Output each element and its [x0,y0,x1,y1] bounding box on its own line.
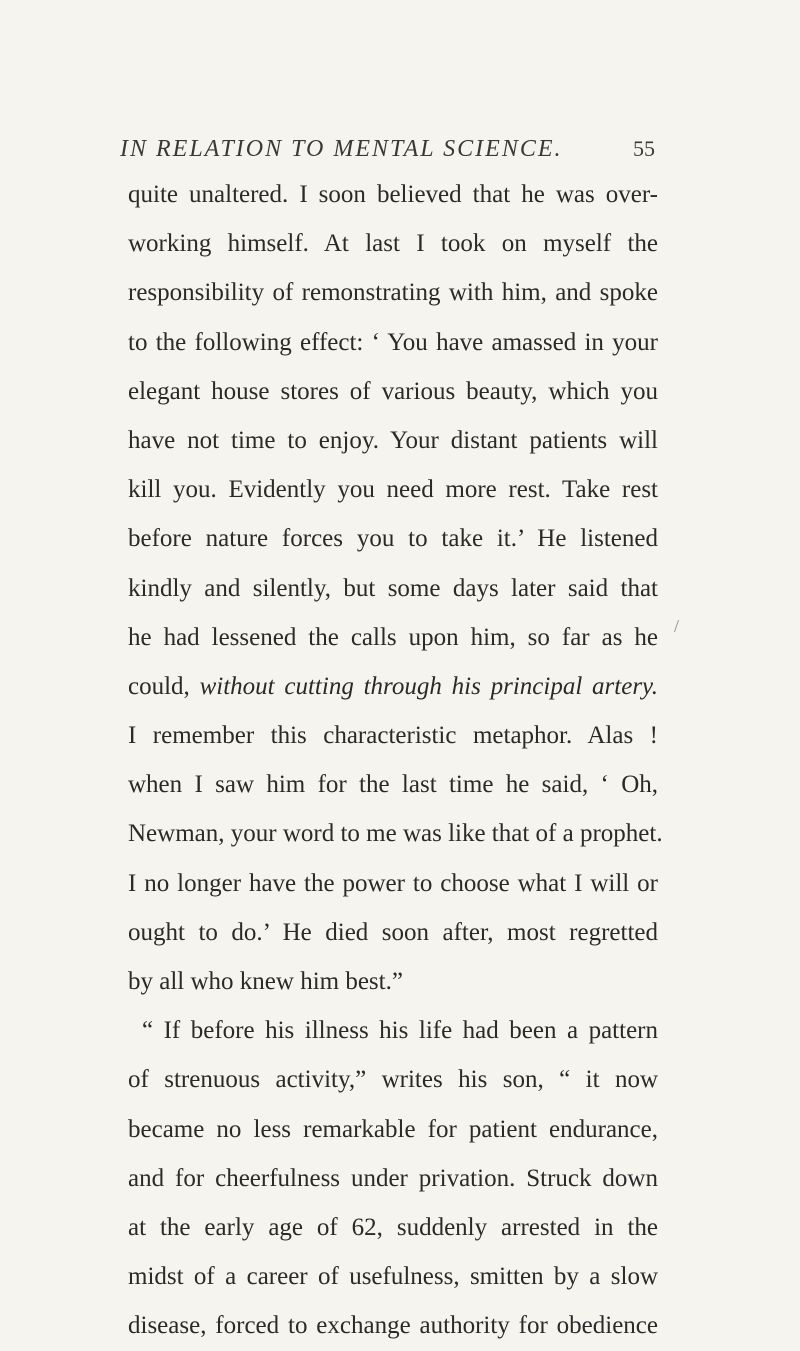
running-head [120,136,655,166]
text-line: have not time to enjoy. Your distant patients will [128,426,658,454]
text-line: he had lessened the calls upon him, so far as he [128,623,658,651]
text-line: I no longer have the power to choose what I will or [128,869,658,897]
text-line: of strenuous activity,” writes his son, “ it now [128,1066,658,1094]
margin-mark: / [674,616,680,636]
text-line: ought to do.’ He died soon after, most regretted [128,918,658,946]
body-text [128,170,663,1351]
text-line: became no less remarkable for patient endurance, [128,1115,658,1143]
running-title: IN RELATION TO MENTAL SCIENCE. [120,136,563,162]
text-line-italic-phrase [128,662,658,711]
text-line: “ If before his illness his life had been a pattern [142,1017,658,1045]
text-line: kill you. Evidently you need more rest. Take rest [128,476,658,504]
text-line: I remember this characteristic metaphor. Alas ! [128,722,658,750]
text-line: at the early age of 62, suddenly arrested in the [128,1213,658,1241]
text-line: midst of a career of usefulness, smitten by a slow [128,1263,658,1291]
text-line: and for cheerfulness under privation. Struck down [128,1164,658,1192]
line-lead-text: could, [128,672,190,700]
text-line: before nature forces you to take it.’ He listened [128,525,658,553]
italic-quote: without cutting through his principal artery. [199,672,659,700]
text-line: working himself. At last I took on myself the [128,230,658,258]
text-line: elegant house stores of various beauty, which you [128,377,658,405]
text-line: when I saw him for the last time he said, ‘ Oh, [128,771,658,799]
text-line: disease, forced to exchange authority for obedience [128,1312,658,1340]
text-line: to the following effect: ‘ You have amassed in your [128,328,658,356]
text-line: Newman, your word to me was like that of a prophet. [128,820,663,848]
page-number: 55 [633,136,655,161]
text-line: responsibility of remonstrating with him, and spoke [128,279,658,307]
text-line: quite unaltered. I soon believed that he was over- [128,181,658,208]
text-line: kindly and silently, but some days later said that [128,574,658,602]
text-line: by all who knew him best.” [128,968,403,995]
